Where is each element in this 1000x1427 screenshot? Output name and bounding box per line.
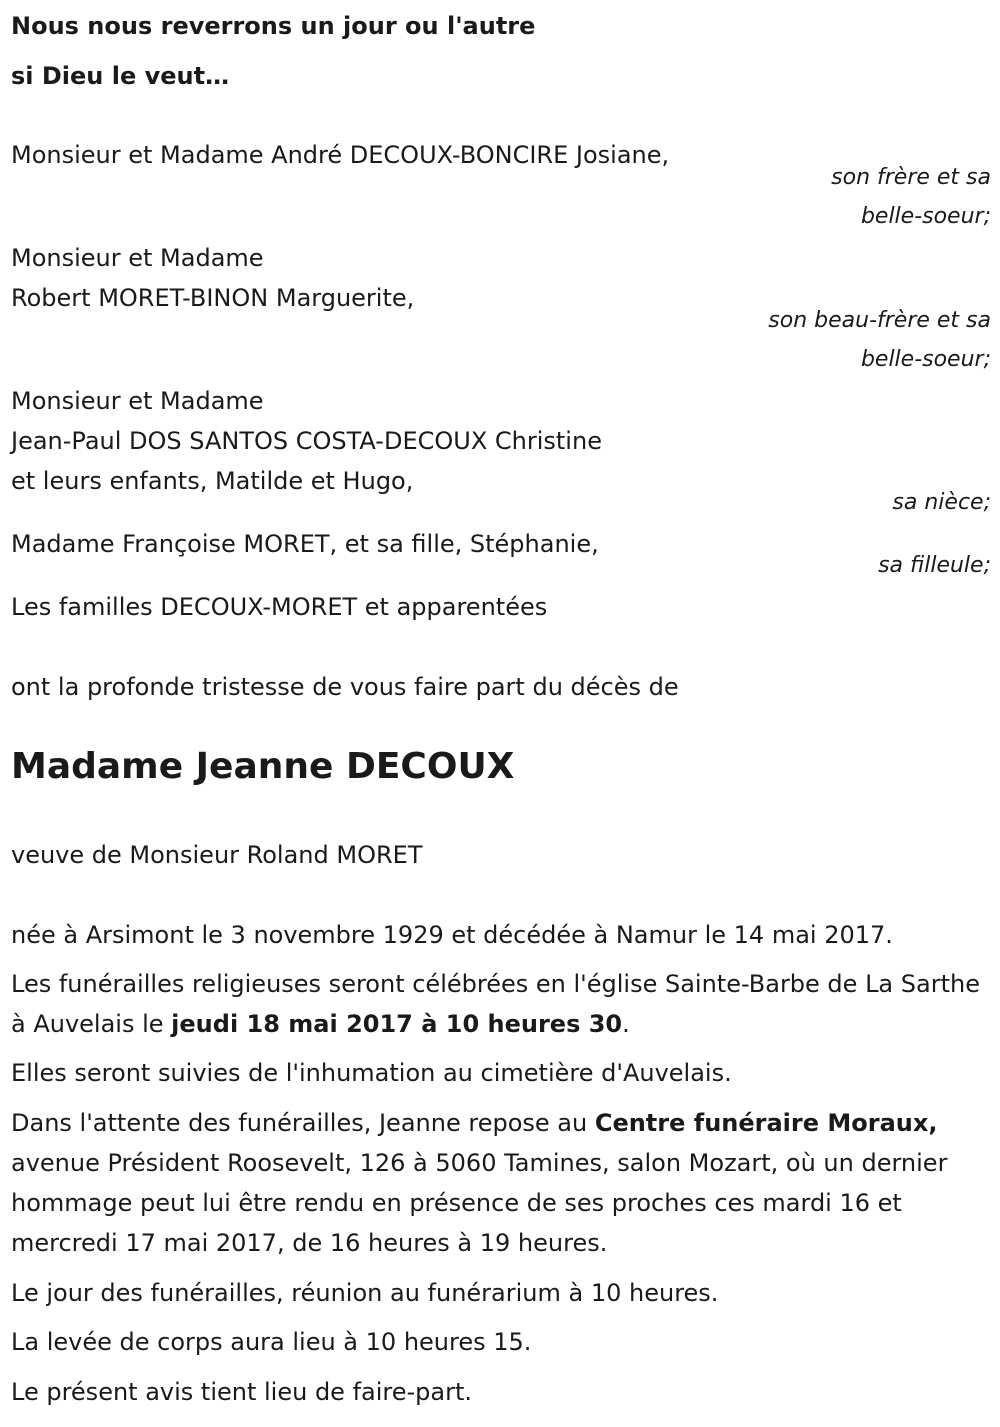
rest-text: Dans l'attente des funérailles, Jeanne repose au (11, 1109, 595, 1137)
mourner-1-relation-2: belle-soeur; (860, 204, 991, 229)
mourner-2-line-1: Monsieur et Madame (11, 244, 264, 272)
mourner-2-relation-1: son beau-frère et sa (768, 308, 991, 333)
deceased-spouse: veuve de Monsieur Roland MORET (11, 841, 423, 869)
mourner-1-line-1: Monsieur et Madame André DECOUX-BONCIRE Josiane, (11, 141, 670, 169)
rest-details: avenue Président Roosevelt, 126 à 5060 Tamines, salon Mozart, où un dernier hommage peut lui être rendu en présence de ses proches ces mardi 16 et mercredi 17 mai 2017, de 16 heures à 19 heures. (11, 1149, 948, 1257)
mourner-4-line-1: Madame Françoise MORET, et sa fille, Stéphanie, (11, 530, 599, 558)
announcement: ont la profonde tristesse de vous faire part du décès de (11, 673, 679, 701)
mourner-2-relation-2: belle-soeur; (860, 347, 991, 372)
mourner-1-relation-1: son frère et sa (831, 165, 991, 190)
body-lifting-paragraph: La levée de corps aura lieu à 10 heures 15. (11, 1328, 532, 1356)
ceremony-datetime: jeudi 18 mai 2017 à 10 heures 30 (171, 1010, 623, 1038)
meeting-paragraph: Le jour des funérailles, réunion au funérarium à 10 heures. (11, 1279, 719, 1307)
deceased-name: Madame Jeanne DECOUX (11, 746, 515, 787)
mourner-3-line-2: Jean-Paul DOS SANTOS COSTA-DECOUX Christine (11, 427, 602, 455)
mourner-5-line-1: Les familles DECOUX-MORET et apparentées (11, 593, 548, 621)
ceremony-paragraph (11, 964, 986, 1044)
rest-paragraph (11, 1103, 986, 1263)
epigraph-line-1: Nous nous reverrons un jour ou l'autre (11, 12, 536, 40)
mourner-3-line-1: Monsieur et Madame (11, 387, 264, 415)
mourner-4-relation-1: sa filleule; (878, 553, 991, 578)
mourner-3-line-3: et leurs enfants, Matilde et Hugo, (11, 467, 414, 495)
burial-paragraph: Elles seront suivies de l'inhumation au cimetière d'Auvelais. (11, 1059, 732, 1087)
ceremony-text: Les funérailles religieuses seront célébrées en l'église Sainte-Barbe de La Sarthe à Auvelais le (11, 970, 980, 1038)
rest-place: Centre funéraire Moraux, (594, 1109, 938, 1137)
notice-paragraph: Le présent avis tient lieu de faire-part. (11, 1378, 473, 1406)
ceremony-end: . (622, 1010, 630, 1038)
mourner-2-line-2: Robert MORET-BINON Marguerite, (11, 284, 415, 312)
mourner-3-relation-1: sa nièce; (892, 490, 991, 515)
deceased-dates: née à Arsimont le 3 novembre 1929 et décédée à Namur le 14 mai 2017. (11, 921, 893, 949)
epigraph-line-2: si Dieu le veut… (11, 62, 230, 90)
